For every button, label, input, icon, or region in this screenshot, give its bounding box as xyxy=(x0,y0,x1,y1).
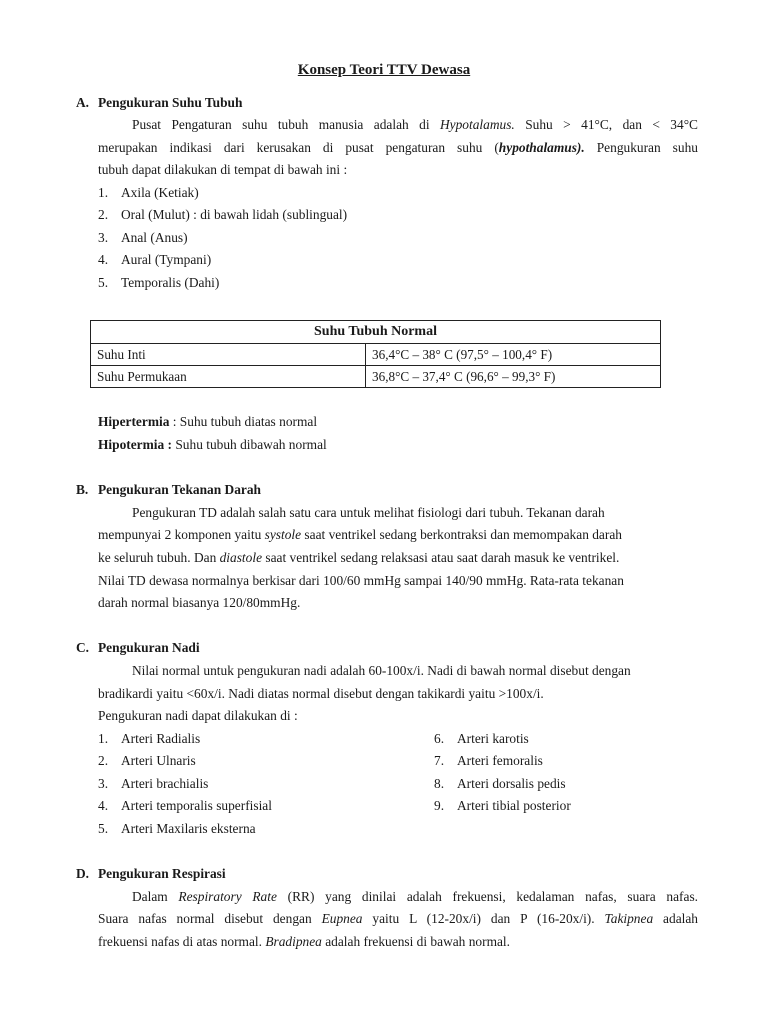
section-b-line-5: darah normal biasanya 120/80mmHg. xyxy=(98,595,301,610)
list-item-number: 4. xyxy=(98,252,109,267)
list-item-number: 2. xyxy=(98,207,109,222)
section-b-letter: B. xyxy=(76,482,89,497)
table-row xyxy=(91,366,661,388)
section-c-letter: C. xyxy=(76,640,90,655)
hipertermia-definition: Hipertermia : Suhu tubuh diatas normal xyxy=(98,414,318,429)
hipotermia-definition: Hipotermia : Suhu tubuh dibawah normal xyxy=(98,437,327,452)
list-item: Arteri Radialis xyxy=(121,731,201,746)
list-item: Arteri karotis xyxy=(457,731,529,746)
list-item-number: 5. xyxy=(98,821,109,836)
section-a-paragraph-line-3: tubuh dapat dilakukan di tempat di bawah ini : xyxy=(98,162,348,177)
table-cell-label: Suhu Permukaan xyxy=(91,366,366,388)
section-d-line-2: Suara nafas normal disebut dengan Eupnea yaitu L (12-20x/i) dan P (16-20x/i). Takipnea adalah xyxy=(98,911,698,926)
list-item: Anal (Anus) xyxy=(121,230,188,245)
section-a-paragraph-line-1: Pusat Pengaturan suhu tubuh manusia adalah di Hypotalamus. Suhu > 41°C, dan < 34°C xyxy=(132,117,698,132)
section-b-line-2: mempunyai 2 komponen yaitu systole saat ventrikel sedang berkontraksi dan memompakan darah xyxy=(98,527,622,542)
table-row xyxy=(91,344,661,366)
list-item: Aural (Tympani) xyxy=(121,252,212,267)
section-c-line-1: Nilai normal untuk pengukuran nadi adalah 60-100x/i. Nadi di bawah normal disebut dengan xyxy=(132,663,631,678)
section-d-heading: Pengukuran Respirasi xyxy=(98,866,226,881)
table-cell-label: Suhu Inti xyxy=(91,344,366,366)
list-item-number: 9. xyxy=(434,798,445,813)
list-item: Arteri Maxilaris eksterna xyxy=(121,821,256,836)
section-b-heading: Pengukuran Tekanan Darah xyxy=(98,482,261,497)
list-item-number: 1. xyxy=(98,185,109,200)
section-c-line-3: Pengukuran nadi dapat dilakukan di : xyxy=(98,708,298,723)
section-a-heading: Pengukuran Suhu Tubuh xyxy=(98,95,243,110)
list-item: Arteri temporalis superfisial xyxy=(121,798,272,813)
list-item-number: 5. xyxy=(98,275,109,290)
list-item-number: 3. xyxy=(98,230,109,245)
section-c-heading: Pengukuran Nadi xyxy=(98,640,200,655)
normal-temperature-table xyxy=(90,320,661,388)
section-a-paragraph-line-2: merupakan indikasi dari kerusakan di pusat pengaturan suhu (hypothalamus). Pengukuran suhu xyxy=(98,140,698,155)
list-item-number: 8. xyxy=(434,776,445,791)
section-d-letter: D. xyxy=(76,866,90,881)
section-d-line-3: frekuensi nafas di atas normal. Bradipnea adalah frekuensi di bawah normal. xyxy=(98,934,511,949)
list-item: Arteri dorsalis pedis xyxy=(457,776,566,791)
list-item: Temporalis (Dahi) xyxy=(121,275,220,290)
section-b-line-3: ke seluruh tubuh. Dan diastole saat ventrikel sedang relaksasi atau saat darah masuk ke ventrikel. xyxy=(98,550,620,565)
list-item: Arteri Ulnaris xyxy=(121,753,196,768)
section-b-line-4: Nilai TD dewasa normalnya berkisar dari 100/60 mmHg sampai 140/90 mmHg. Rata-rata tekanan xyxy=(98,573,624,588)
table-cell-value: 36,4°C – 38° C (97,5° – 100,4° F) xyxy=(366,344,661,366)
list-item-number: 6. xyxy=(434,731,445,746)
list-item: Arteri femoralis xyxy=(457,753,543,768)
list-item: Axila (Ketiak) xyxy=(121,185,199,200)
section-c-line-2: bradikardi yaitu <60x/i. Nadi diatas normal disebut dengan takikardi yaitu >100x/i. xyxy=(98,686,544,701)
list-item: Arteri tibial posterior xyxy=(457,798,571,813)
list-item-number: 2. xyxy=(98,753,109,768)
list-item-number: 3. xyxy=(98,776,109,791)
list-item: Arteri brachialis xyxy=(121,776,209,791)
section-d-line-1: Dalam Respiratory Rate (RR) yang dinilai adalah frekuensi, kedalaman nafas, suara nafas. xyxy=(132,889,698,904)
section-b-line-1: Pengukuran TD adalah salah satu cara untuk melihat fisiologi dari tubuh. Tekanan darah xyxy=(132,505,605,520)
table-header: Suhu Tubuh Normal xyxy=(91,321,661,344)
section-a-letter: A. xyxy=(76,95,90,110)
page-title: Konsep Teori TTV Dewasa xyxy=(297,62,471,78)
list-item: Oral (Mulut) : di bawah lidah (sublingual) xyxy=(121,207,348,222)
table-cell-value: 36,8°C – 37,4° C (96,6° – 99,3° F) xyxy=(366,366,661,388)
list-item-number: 7. xyxy=(434,753,445,768)
table-header-row xyxy=(91,321,661,344)
list-item-number: 4. xyxy=(98,798,109,813)
list-item-number: 1. xyxy=(98,731,109,746)
